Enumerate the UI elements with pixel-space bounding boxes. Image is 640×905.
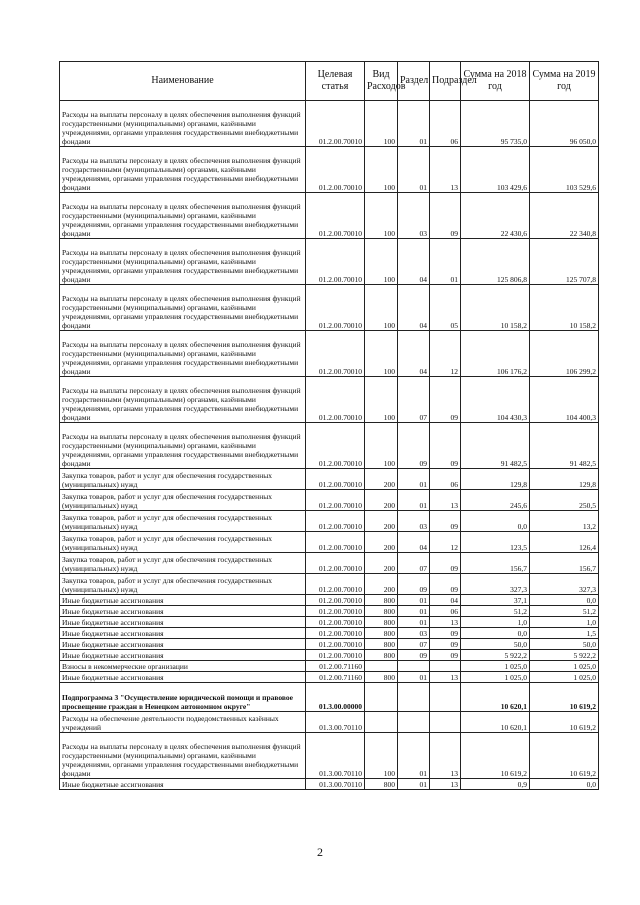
row-sum-2019: 0,0 [530,779,599,790]
row-name: Иные бюджетные ассигнования [60,639,306,650]
row-sum-2019: 104 400,3 [530,377,599,423]
row-expense-kind: 800 [365,617,398,628]
row-subsection: 12 [430,532,461,553]
header-code: Целевая статья [306,62,365,101]
row-section: 03 [398,193,430,239]
row-section: 04 [398,331,430,377]
row-name: Закупка товаров, работ и услуг для обеспечения государственных (муниципальных) нужд [60,553,306,574]
row-name: Закупка товаров, работ и услуг для обеспечения государственных (муниципальных) нужд [60,490,306,511]
row-subsection: 13 [430,733,461,779]
row-subsection: 13 [430,147,461,193]
row-target-code: 01.2.00.70010 [306,239,365,285]
row-sum-2018: 91 482,5 [461,423,530,469]
row-sum-2018: 51,2 [461,606,530,617]
row-expense-kind: 200 [365,511,398,532]
row-name: Иные бюджетные ассигнования [60,617,306,628]
row-section: 01 [398,779,430,790]
row-name: Иные бюджетные ассигнования [60,595,306,606]
row-subsection: 09 [430,193,461,239]
row-name: Закупка товаров, работ и услуг для обеспечения государственных (муниципальных) нужд [60,469,306,490]
row-name: Расходы на выплаты персоналу в целях обеспечения выполнения функций государственными (муниципальными) органами, казёнными учреждениями, органами управления государственными внебюджетными фондами [60,423,306,469]
row-sum-2019: 1 025,0 [530,661,599,672]
table-row [60,617,599,628]
row-expense-kind: 100 [365,147,398,193]
row-sum-2018: 156,7 [461,553,530,574]
table-row [60,650,599,661]
row-target-code: 01.2.00.70010 [306,423,365,469]
row-target-code: 01.2.00.70010 [306,331,365,377]
row-name: Закупка товаров, работ и услуг для обеспечения государственных (муниципальных) нужд [60,511,306,532]
row-name: Иные бюджетные ассигнования [60,628,306,639]
row-sum-2018: 104 430,3 [461,377,530,423]
header-subsection: Подраздел [430,62,461,101]
row-subsection: 09 [430,553,461,574]
row-subsection: 13 [430,617,461,628]
row-target-code: 01.2.00.70010 [306,511,365,532]
row-expense-kind: 800 [365,595,398,606]
table-row [60,779,599,790]
row-subsection: 13 [430,490,461,511]
row-sum-2019: 13,2 [530,511,599,532]
row-expense-kind: 100 [365,331,398,377]
row-subsection: 06 [430,606,461,617]
row-name: Подпрограмма 3 "Осуществление юридической помощи и правовое просвещение граждан в Ненецком автономном округе" [60,683,306,712]
row-expense-kind: 100 [365,733,398,779]
row-sum-2019: 1,5 [530,628,599,639]
table-row [60,712,599,733]
row-expense-kind [365,712,398,733]
row-sum-2018: 327,3 [461,574,530,595]
row-expense-kind [365,661,398,672]
row-name: Иные бюджетные ассигнования [60,650,306,661]
row-sum-2018: 0,0 [461,511,530,532]
row-expense-kind: 200 [365,553,398,574]
row-subsection: 06 [430,469,461,490]
row-section: 04 [398,532,430,553]
row-expense-kind: 800 [365,606,398,617]
row-target-code: 01.2.00.70010 [306,639,365,650]
row-expense-kind: 200 [365,490,398,511]
row-target-code: 01.2.00.70010 [306,628,365,639]
row-section: 07 [398,377,430,423]
row-target-code: 01.2.00.70010 [306,285,365,331]
table-body [60,101,599,790]
page-number: 2 [317,845,323,859]
table-row [60,532,599,553]
header-sum-2019: Сумма на 2019 год [530,62,599,101]
row-sum-2019: 250,5 [530,490,599,511]
budget-table [59,61,599,790]
row-subsection: 09 [430,628,461,639]
row-sum-2019: 0,0 [530,595,599,606]
row-sum-2019: 10 619,2 [530,712,599,733]
table-row [60,511,599,532]
row-sum-2018: 5 922,2 [461,650,530,661]
row-name: Иные бюджетные ассигнования [60,606,306,617]
row-sum-2019: 1,0 [530,617,599,628]
row-target-code: 01.2.00.71160 [306,672,365,683]
row-section: 01 [398,469,430,490]
row-sum-2018: 125 806,8 [461,239,530,285]
row-target-code: 01.2.00.70010 [306,469,365,490]
table-row [60,101,599,147]
header-sum-2018: Сумма на 2018 год [461,62,530,101]
row-subsection: 13 [430,672,461,683]
row-section [398,712,430,733]
row-subsection [430,712,461,733]
row-section: 03 [398,628,430,639]
row-sum-2018: 10 619,2 [461,733,530,779]
row-sum-2018: 129,8 [461,469,530,490]
row-target-code: 01.2.00.70010 [306,377,365,423]
row-sum-2019: 50,0 [530,639,599,650]
row-sum-2018: 0,0 [461,628,530,639]
row-expense-kind: 100 [365,239,398,285]
row-expense-kind: 800 [365,779,398,790]
row-sum-2018: 10 620,1 [461,683,530,712]
row-expense-kind: 200 [365,532,398,553]
row-section: 09 [398,650,430,661]
row-sum-2019: 103 529,6 [530,147,599,193]
row-subsection [430,683,461,712]
table-row [60,606,599,617]
row-expense-kind: 200 [365,469,398,490]
table-row [60,628,599,639]
table-row [60,239,599,285]
row-sum-2018: 1,0 [461,617,530,628]
row-sum-2018: 37,1 [461,595,530,606]
row-sum-2018: 95 735,0 [461,101,530,147]
row-sum-2018: 10 620,1 [461,712,530,733]
row-sum-2018: 106 176,2 [461,331,530,377]
row-subsection: 09 [430,511,461,532]
table-row [60,469,599,490]
row-section: 07 [398,553,430,574]
row-subsection: 06 [430,101,461,147]
row-expense-kind: 800 [365,639,398,650]
row-name: Закупка товаров, работ и услуг для обеспечения государственных (муниципальных) нужд [60,532,306,553]
row-section: 09 [398,574,430,595]
header-section: Раздел [398,62,430,101]
row-target-code: 01.2.00.71160 [306,661,365,672]
row-sum-2018: 103 429,6 [461,147,530,193]
row-sum-2019: 96 050,0 [530,101,599,147]
table-row [60,733,599,779]
row-target-code: 01.3.00.70110 [306,779,365,790]
row-name: Расходы на выплаты персоналу в целях обеспечения выполнения функций государственными (муниципальными) органами, казёнными учреждениями, органами управления государственными внебюджетными фондами [60,101,306,147]
row-target-code: 01.3.00.70110 [306,712,365,733]
row-section: 01 [398,733,430,779]
row-section: 01 [398,490,430,511]
row-subsection: 09 [430,423,461,469]
row-expense-kind: 100 [365,377,398,423]
row-sum-2018: 22 430,6 [461,193,530,239]
row-sum-2018: 10 158,2 [461,285,530,331]
row-expense-kind: 200 [365,574,398,595]
table-row [60,285,599,331]
row-section: 01 [398,617,430,628]
row-sum-2018: 0,9 [461,779,530,790]
row-sum-2019: 91 482,5 [530,423,599,469]
row-sum-2019: 1 025,0 [530,672,599,683]
row-sum-2019: 156,7 [530,553,599,574]
row-subsection: 01 [430,239,461,285]
table-row [60,661,599,672]
row-sum-2019: 10 619,2 [530,683,599,712]
row-name: Расходы на выплаты персоналу в целях обеспечения выполнения функций государственными (муниципальными) органами, казёнными учреждениями, органами управления государственными внебюджетными фондами [60,331,306,377]
row-sum-2018: 50,0 [461,639,530,650]
row-sum-2018: 123,5 [461,532,530,553]
row-target-code: 01.2.00.70010 [306,193,365,239]
row-expense-kind: 100 [365,285,398,331]
header-name: Наименование [60,62,306,101]
row-name: Расходы на выплаты персоналу в целях обеспечения выполнения функций государственными (муниципальными) органами, казёнными учреждениями, органами управления государственными внебюджетными фондами [60,377,306,423]
table-row [60,331,599,377]
table-row [60,423,599,469]
row-name: Расходы на выплаты персоналу в целях обеспечения выполнения функций государственными (муниципальными) органами, казёнными учреждениями, органами управления государственными внебюджетными фондами [60,285,306,331]
row-sum-2019: 129,8 [530,469,599,490]
row-name: Иные бюджетные ассигнования [60,672,306,683]
row-name: Иные бюджетные ассигнования [60,779,306,790]
row-name: Закупка товаров, работ и услуг для обеспечения государственных (муниципальных) нужд [60,574,306,595]
row-name: Взносы в некоммерческие организации [60,661,306,672]
row-subsection: 05 [430,285,461,331]
row-sum-2018: 1 025,0 [461,672,530,683]
row-subsection: 13 [430,779,461,790]
table-row [60,672,599,683]
table-row [60,193,599,239]
row-sum-2019: 126,4 [530,532,599,553]
row-section: 03 [398,511,430,532]
row-section: 09 [398,423,430,469]
row-section: 01 [398,606,430,617]
row-target-code: 01.2.00.70010 [306,147,365,193]
row-expense-kind: 800 [365,628,398,639]
row-subsection: 09 [430,377,461,423]
row-sum-2018: 1 025,0 [461,661,530,672]
row-sum-2019: 327,3 [530,574,599,595]
row-section [398,661,430,672]
table-row [60,377,599,423]
row-subsection: 04 [430,595,461,606]
row-section: 04 [398,239,430,285]
table-row [60,595,599,606]
row-expense-kind: 100 [365,101,398,147]
row-target-code: 01.2.00.70010 [306,532,365,553]
table-row [60,147,599,193]
row-target-code: 01.3.00.00000 [306,683,365,712]
row-name: Расходы на выплаты персоналу в целях обеспечения выполнения функций государственными (муниципальными) органами, казёнными учреждениями, органами управления государственными внебюджетными фондами [60,193,306,239]
row-subsection: 09 [430,574,461,595]
row-target-code: 01.2.00.70010 [306,490,365,511]
table-row [60,553,599,574]
row-sum-2019: 10 619,2 [530,733,599,779]
row-section: 01 [398,101,430,147]
table-row [60,574,599,595]
row-name: Расходы на выплаты персоналу в целях обеспечения выполнения функций государственными (муниципальными) органами, казёнными учреждениями, органами управления государственными внебюджетными фондами [60,147,306,193]
row-sum-2019: 22 340,8 [530,193,599,239]
row-expense-kind [365,683,398,712]
table-header [60,62,599,101]
header-kind: Вид Расходов [365,62,398,101]
row-target-code: 01.2.00.70010 [306,595,365,606]
row-subsection: 09 [430,639,461,650]
row-target-code: 01.2.00.70010 [306,101,365,147]
row-target-code: 01.2.00.70010 [306,650,365,661]
row-target-code: 01.3.00.70110 [306,733,365,779]
row-target-code: 01.2.00.70010 [306,617,365,628]
row-sum-2019: 51,2 [530,606,599,617]
row-sum-2019: 125 707,8 [530,239,599,285]
row-target-code: 01.2.00.70010 [306,574,365,595]
row-expense-kind: 100 [365,423,398,469]
row-sum-2018: 245,6 [461,490,530,511]
row-section: 01 [398,147,430,193]
row-sum-2019: 10 158,2 [530,285,599,331]
row-target-code: 01.2.00.70010 [306,606,365,617]
row-expense-kind: 800 [365,650,398,661]
row-section: 01 [398,672,430,683]
row-subsection [430,661,461,672]
row-name: Расходы на обеспечение деятельности подведомственных казённых учреждений [60,712,306,733]
row-subsection: 09 [430,650,461,661]
row-sum-2019: 106 299,2 [530,331,599,377]
row-section [398,683,430,712]
row-section: 07 [398,639,430,650]
row-name: Расходы на выплаты персоналу в целях обеспечения выполнения функций государственными (муниципальными) органами, казёнными учреждениями, органами управления государственными внебюджетными фондами [60,733,306,779]
row-expense-kind: 100 [365,193,398,239]
table-row [60,683,599,712]
table-row [60,639,599,650]
table-row [60,490,599,511]
row-sum-2019: 5 922,2 [530,650,599,661]
row-subsection: 12 [430,331,461,377]
row-target-code: 01.2.00.70010 [306,553,365,574]
row-section: 01 [398,595,430,606]
row-expense-kind: 800 [365,672,398,683]
row-name: Расходы на выплаты персоналу в целях обеспечения выполнения функций государственными (муниципальными) органами, казёнными учреждениями, органами управления государственными внебюджетными фондами [60,239,306,285]
row-section: 04 [398,285,430,331]
